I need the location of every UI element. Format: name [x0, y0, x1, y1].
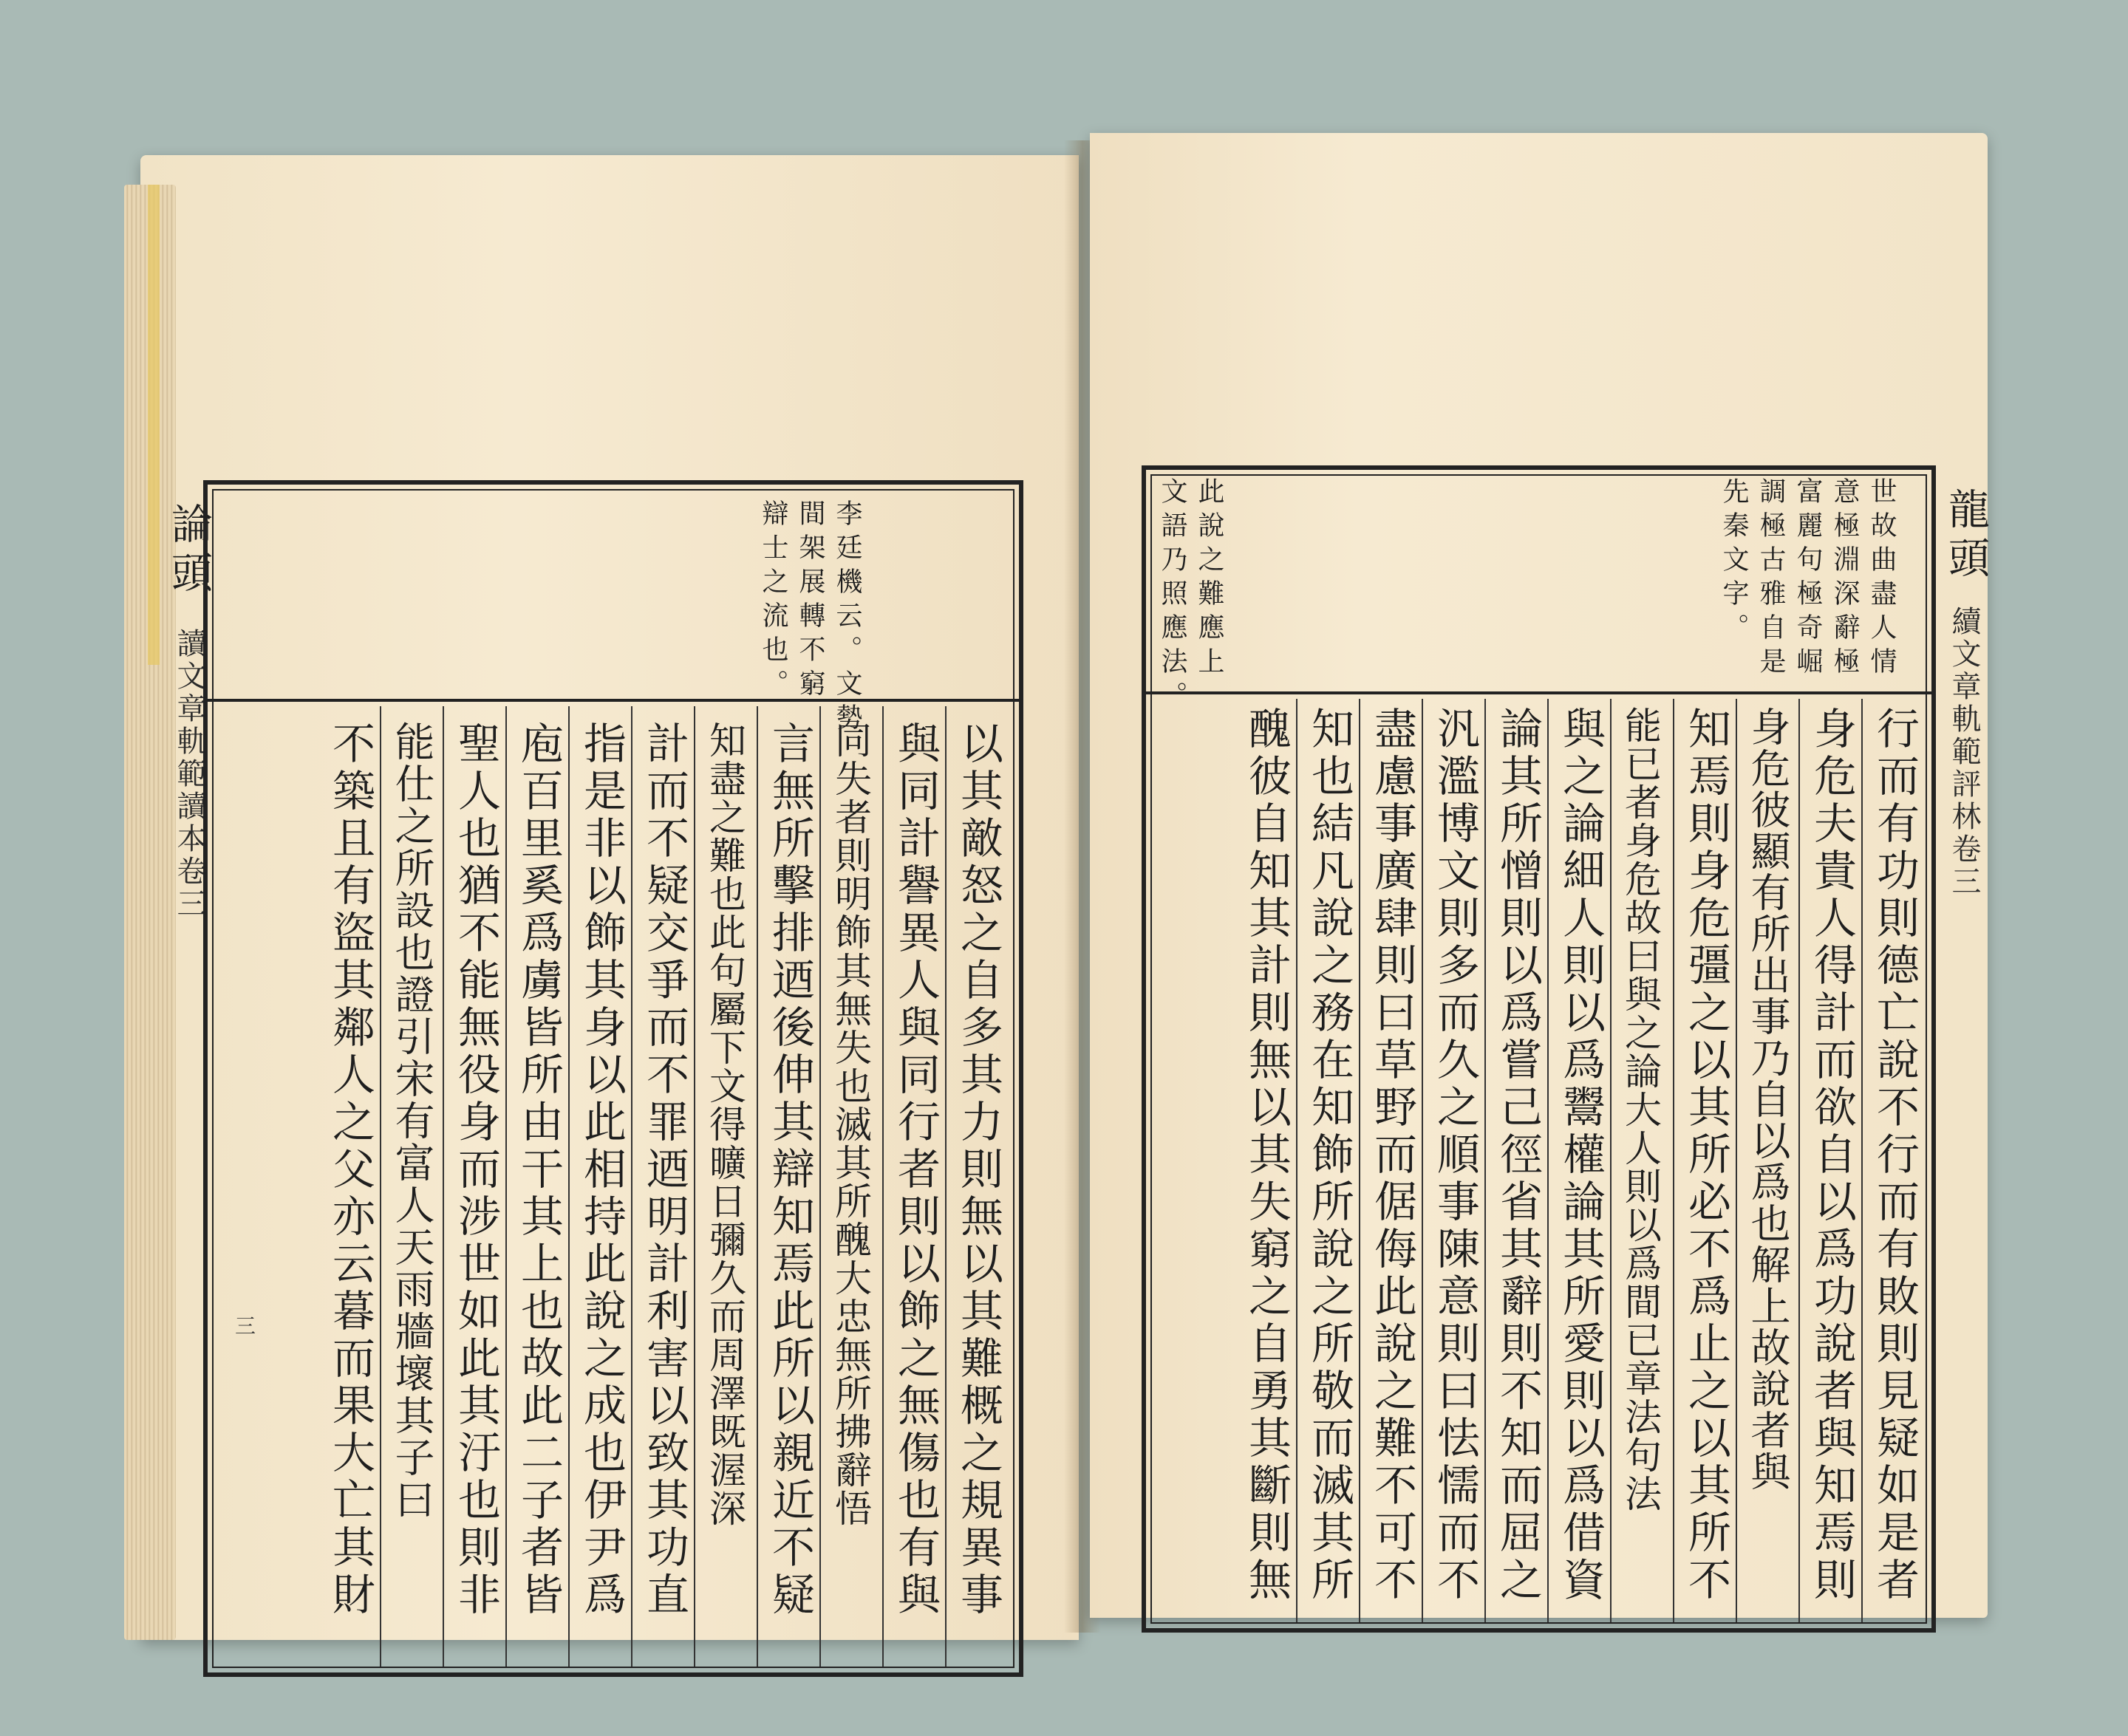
text-column: 身危夫貴人得計而欲自以爲功說者與知焉則	[1807, 706, 1857, 1605]
text-column: 以其敵怒之自多其力則無以其難概之規異事	[953, 721, 1003, 1619]
left-text-frame	[203, 480, 1023, 1677]
head-note: 先秦文字。	[1719, 477, 1749, 647]
text-column: 同失者則明飾其無失也滅其所醜大忠無所拂辭悟	[829, 721, 872, 1528]
head-note: 辯士之流也。	[758, 499, 788, 703]
text-column: 言無所擊排迺後伸其辯知焉此所以親近不疑	[765, 721, 815, 1619]
head-note: 富麗句極奇崛	[1793, 477, 1823, 681]
yellow-edge	[148, 185, 160, 665]
text-column: 汎濫博文則多而久之順事陳意則曰怯懦而不	[1430, 706, 1480, 1605]
text-column: 知盡之難也此句屬下文得曠日彌久而周澤既渥深	[703, 721, 746, 1528]
open-book	[140, 133, 1995, 1647]
text-column: 聖人也猶不能無役身而涉世如此其汙也則非	[451, 721, 501, 1619]
left-page-number: 三	[232, 1315, 256, 1336]
text-column: 知也結凡說之務在知飾所說之所敬而滅其所	[1304, 706, 1354, 1605]
right-margin-subtitle: 續文章軌範評林卷三	[1947, 606, 1981, 898]
head-note: 間架展轉不窮	[795, 499, 825, 703]
text-column: 盡慮事廣肆則曰草野而倨侮此說之難不可不	[1367, 706, 1417, 1605]
text-column: 指是非以飾其身以此相持此說之成也伊尹爲	[576, 721, 627, 1619]
right-text-frame	[1142, 465, 1936, 1633]
text-column: 能已者身危故曰與之論大人則以爲間已章法句法	[1619, 706, 1662, 1513]
text-column: 醜彼自知其計則無以其失窮之自勇其斷則無	[1241, 706, 1292, 1605]
right-page	[1090, 133, 1988, 1618]
left-margin-subtitle: 讀文章軌範讀本卷三	[172, 628, 206, 920]
text-column: 論其所憎則以爲嘗己徑省其辭則不知而屈之	[1493, 706, 1543, 1605]
text-column: 行而有功則德亡說不行而有敗則見疑如是者	[1869, 706, 1920, 1605]
text-column: 不築且有盜其鄰人之父亦云暮而果大亡其財	[325, 721, 375, 1619]
right-margin-title: 龍頭	[1942, 488, 1990, 585]
left-page	[140, 155, 1079, 1640]
head-note: 李廷機云。文勢	[832, 499, 862, 737]
text-column: 與之論細人則以爲鬻權論其所愛則以爲借資	[1555, 706, 1606, 1605]
head-note: 此說之難應上	[1194, 477, 1224, 681]
text-column: 與同計譽異人與同行者則以飾之無傷也有與	[890, 721, 941, 1619]
head-note: 文語乃照應法。	[1157, 477, 1187, 715]
text-column: 身危彼顯有所出事乃自以爲也解上故說者與	[1745, 706, 1791, 1492]
head-note: 意極淵深辭極	[1829, 477, 1860, 681]
head-note: 調極古雅自是	[1756, 477, 1786, 681]
text-column: 能仕之所設也證引宋有富人天雨牆壞其子曰	[389, 721, 435, 1521]
text-column: 庖百里奚爲虜皆所由干其上也故此二子者皆	[514, 721, 564, 1619]
left-margin-title: 論頭	[165, 502, 213, 600]
head-note: 世故曲盡人情	[1866, 477, 1897, 681]
text-column: 計而不疑交爭而不罪迺明計利害以致其功直	[639, 721, 689, 1619]
text-column: 知焉則身危彊之以其所必不爲止之以其所不	[1681, 706, 1731, 1605]
